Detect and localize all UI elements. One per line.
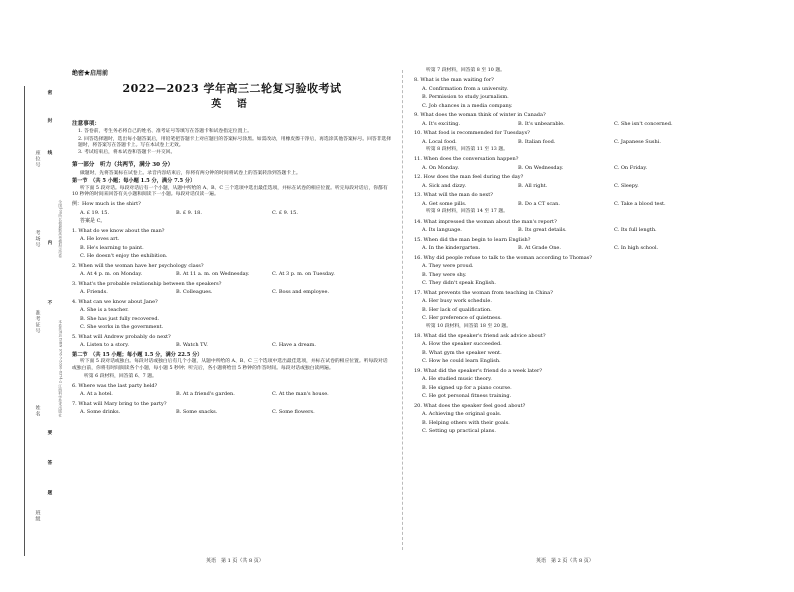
option: A. She is a teacher.: [80, 307, 129, 314]
option: B. Do a CT scan.: [518, 200, 560, 207]
option: C. On Friday.: [614, 164, 648, 171]
option: A. Sick and dizzy.: [422, 182, 467, 189]
question-stem: 20. What does the speaker feel good about?: [414, 402, 526, 409]
option: A. They were proud.: [422, 263, 474, 270]
question-list: [414, 77, 740, 435]
option: B. £ 9. 18.: [176, 209, 202, 216]
option-row: [422, 227, 740, 234]
option: C. She works in the government.: [80, 324, 164, 331]
instruction: 听第 9 段材料，回答第 14 至 17 题。: [426, 209, 508, 215]
option: A. He studied music theory.: [422, 376, 492, 383]
example-options: [80, 210, 392, 217]
option: A. Get some pills.: [422, 200, 467, 207]
question-stem: 2. When will the woman have her psychology class?: [72, 262, 204, 269]
question-stem: 3. What's the probable relationship between the speakers?: [72, 280, 222, 287]
option: B. Watch TV.: [176, 342, 208, 349]
binding-label: 班级: [34, 510, 41, 522]
option: C. Have a dream.: [272, 342, 316, 349]
instruction: 听第 7 段材料，回答第 8 至 10 题。: [426, 68, 505, 73]
option: A. £ 19. 15.: [80, 209, 110, 216]
question-stem: 4. What can we know about Jane?: [72, 298, 158, 305]
option: A. How the speaker succeeded.: [422, 341, 502, 348]
option-row: [80, 391, 392, 398]
question-stem: 6. Where was the last party held?: [72, 382, 158, 389]
cut-line-char: 题: [46, 490, 52, 501]
option: A. At 4 p. m. on Monday.: [80, 271, 143, 278]
option: B. He signed up for a piano course.: [422, 384, 512, 391]
option: C. How he could learn English.: [422, 358, 501, 365]
question-stem: 9. What does the woman think of winter in Canada?: [414, 112, 546, 119]
question-stem: 19. What did the speaker's friend do a week later?: [414, 367, 543, 374]
section-one-heading: 第一节 （共 5 小题；每小题 1.5 分，满分 7.5 分）: [72, 177, 196, 184]
option: B. At a friend's garden.: [176, 391, 235, 398]
page-footer: 英语 第 1 页（共 8 页）: [206, 558, 264, 564]
option: B. Permission to study journalism.: [422, 94, 509, 101]
part-one-heading: 第一部分 听力（共两节，满分 30 分）: [72, 162, 174, 169]
column-divider: [402, 70, 403, 550]
exam-title: 2022—2023 学年高三二轮复习验收考试: [122, 81, 342, 95]
option: C. In high school.: [614, 245, 659, 252]
cut-line-char: 内: [46, 240, 52, 251]
seal-text: 全国100所名校最新高考模拟示范卷: [58, 200, 63, 258]
instruction: 听第 8 段材料，回答第 11 至 13 题。: [426, 147, 508, 153]
left-column: [72, 70, 392, 416]
binding-label: 准考证号: [34, 310, 41, 334]
option: C. They didn't speak English.: [422, 280, 496, 287]
option: B. Some snacks.: [176, 409, 218, 416]
option: B. All right.: [518, 182, 548, 189]
exam-subject: 英 语: [211, 99, 253, 111]
binding-label: 座位号: [34, 150, 41, 168]
instruction: 听第 10 段材料，回答第 18 至 20 题。: [426, 323, 512, 329]
option-row: [422, 245, 740, 252]
option: C. Its full length.: [614, 227, 657, 234]
option: B. Its great details.: [518, 227, 567, 234]
note-item: 1. 答卷前，考生务必将自己的姓名、准考证号等填写在答题卡和试卷指定位置上。: [78, 129, 252, 135]
option: C. Her preference of quietness.: [422, 315, 502, 322]
note-item: 3. 考试结束后，将本试卷和答题卡一并交回。: [78, 150, 176, 156]
option-row: [80, 342, 392, 349]
example-question: 例：How much is the shirt?: [72, 201, 141, 208]
binding-label: 考场号: [34, 230, 41, 248]
option: B. He's learning to paint.: [80, 244, 144, 251]
option: C. Job chances in a media company.: [422, 102, 513, 109]
question-stem: 11. When does the conversation happen?: [414, 156, 519, 163]
option: A. It's exciting.: [422, 120, 461, 127]
example-answer: 答案是 C。: [80, 218, 106, 225]
section-two-intro: 听下面 5 段对话或独白。每段对话或独白后有几个小题，从题中所给的 A、B、C 三个选项中选出最佳选项，并标在试卷的相应位置。听每段对话或独白前，你将有时间阅读各个小题，每小题 5 秒钟；听完后，各小题将给出 5 秒钟的作答时间。每段对话或独白读两遍。: [72, 359, 388, 371]
secret-mark: 绝密★启用前: [72, 70, 109, 77]
option: B. It's unbearable.: [518, 120, 565, 127]
option: C. Take a blood test.: [614, 200, 666, 207]
option: B. At 11 a. m. on Wednesday.: [176, 271, 250, 278]
option-row: [422, 201, 740, 208]
cut-line-char: 不: [46, 300, 52, 311]
binding-line: [24, 86, 25, 556]
option: C. £ 9. 15.: [272, 209, 298, 216]
option: C. Boss and employee.: [272, 289, 330, 296]
question-stem: 14. What impressed the woman about the man's report?: [414, 218, 557, 225]
option-row: [80, 409, 392, 416]
option: C. Japanese Sushi.: [614, 138, 661, 145]
option: B. Colleagues.: [176, 289, 213, 296]
question-stem: 7. What will Mary bring to the party?: [72, 400, 167, 407]
option: A. Friends.: [80, 289, 108, 296]
publisher-note: 本卷共8页 ISBN 978-7-5390-8374-2 江西科学技术出版社: [58, 320, 63, 417]
question-list: [72, 228, 392, 349]
option: C. He got personal fitness training.: [422, 393, 512, 400]
cut-line-char: 线: [46, 150, 52, 161]
question-stem: 13. What will the man do next?: [414, 192, 493, 199]
question-stem: 12. How does the man feel during the day?: [414, 174, 524, 181]
option-row: [422, 165, 740, 172]
option: A. Local food.: [422, 138, 457, 145]
option: A. Its language.: [422, 227, 462, 234]
instruction: 听第 6 段材料，回答第 6、7 题。: [84, 373, 157, 379]
option: A. At a hotel.: [80, 391, 113, 398]
option: B. Her lack of qualification.: [422, 306, 492, 313]
option-row: [422, 139, 740, 146]
question-stem: 17. What prevents the woman from teaching in China?: [414, 289, 553, 296]
option: C. At the man's house.: [272, 391, 329, 398]
option: A. Her busy work schedule.: [422, 298, 492, 305]
option: B. At Grade One.: [518, 245, 561, 252]
option: C. She isn't concerned.: [614, 120, 673, 127]
option: B. She has just fully recovered.: [80, 315, 160, 322]
option: A. Listen to a story.: [80, 342, 129, 349]
option: C. At 3 p. m. on Tuesday.: [272, 271, 335, 278]
question-stem: 18. What did the speaker's friend ask advice about?: [414, 332, 546, 339]
option-row: [80, 289, 392, 296]
question-list: [72, 383, 392, 416]
notes-title: 注意事项：: [72, 121, 100, 128]
page-footer: 英语 第 2 页（共 8 页）: [536, 558, 594, 564]
option-row: [422, 183, 740, 190]
binding-label: 姓名: [34, 405, 41, 417]
cut-line-char: 要: [46, 430, 52, 441]
option: B. What gym the speaker went.: [422, 349, 502, 356]
option: B. Helping others with their goals.: [422, 419, 510, 426]
option: B. They were shy.: [422, 271, 467, 278]
question-stem: 8. What is the man waiting for?: [414, 77, 494, 84]
option: C. Some flowers.: [272, 409, 315, 416]
question-stem: 5. What will Andrew probably do next?: [72, 333, 171, 340]
section-one-intro: 听下面 5 段对话。每段对话后有一个小题，从题中所给的 A、B、C 三个选项中选出最佳选项，并标在试卷的相应位置。听完每段对话后，你都有 10 秒钟的时间来回答有关小题和阅读下一小题。每段对话仅读一遍。: [72, 185, 388, 197]
option: B. Italian food.: [518, 138, 556, 145]
note-item: 2. 回答选择题时，选出每小题答案后，用铅笔把答题卡上对应题目的答案标号涂黑。如需改动，用橡皮擦干净后，再选涂其他答案标号。回答非选择题时，将答案写在答题卡上。写在本试卷上无效。: [78, 136, 392, 148]
option: A. In the kindergarten.: [422, 245, 481, 252]
question-stem: 16. Why did people refuse to talk to the woman according to Thomas?: [414, 254, 592, 261]
option-row: [80, 271, 392, 278]
option: B. On Wednesday.: [518, 164, 564, 171]
option: A. On Monday.: [422, 164, 459, 171]
cut-line-char: 答: [46, 460, 52, 471]
option: A. Some drinks.: [80, 409, 121, 416]
option: A. Confirmation from a university.: [422, 85, 509, 92]
option-row: [422, 121, 740, 128]
question-stem: 15. When did the man begin to learn English?: [414, 236, 531, 243]
option: A. He loves art.: [80, 236, 120, 243]
cut-line-char: 封: [46, 118, 52, 129]
cut-line-char: 密: [46, 90, 52, 101]
option: C. Sleepy.: [614, 182, 639, 189]
question-stem: 1. What do we know about the man?: [72, 227, 165, 234]
question-stem: 10. What food is recommended for Tuesdays?: [414, 130, 530, 137]
section-two-heading: 第二节 （共 15 小题；每小题 1.5 分，满分 22.5 分）: [72, 351, 203, 358]
right-column: [414, 66, 740, 435]
part-one-intro: 做题时，先将答案标在试卷上。录音内容结束后，你将有两分钟的时间将试卷上的答案转涂到答题卡上。: [80, 170, 301, 176]
option: A. Achieving the original goals.: [422, 411, 502, 418]
option: C. Setting up practical plans.: [422, 428, 496, 435]
option: C. He doesn't enjoy the exhibition.: [80, 253, 168, 260]
